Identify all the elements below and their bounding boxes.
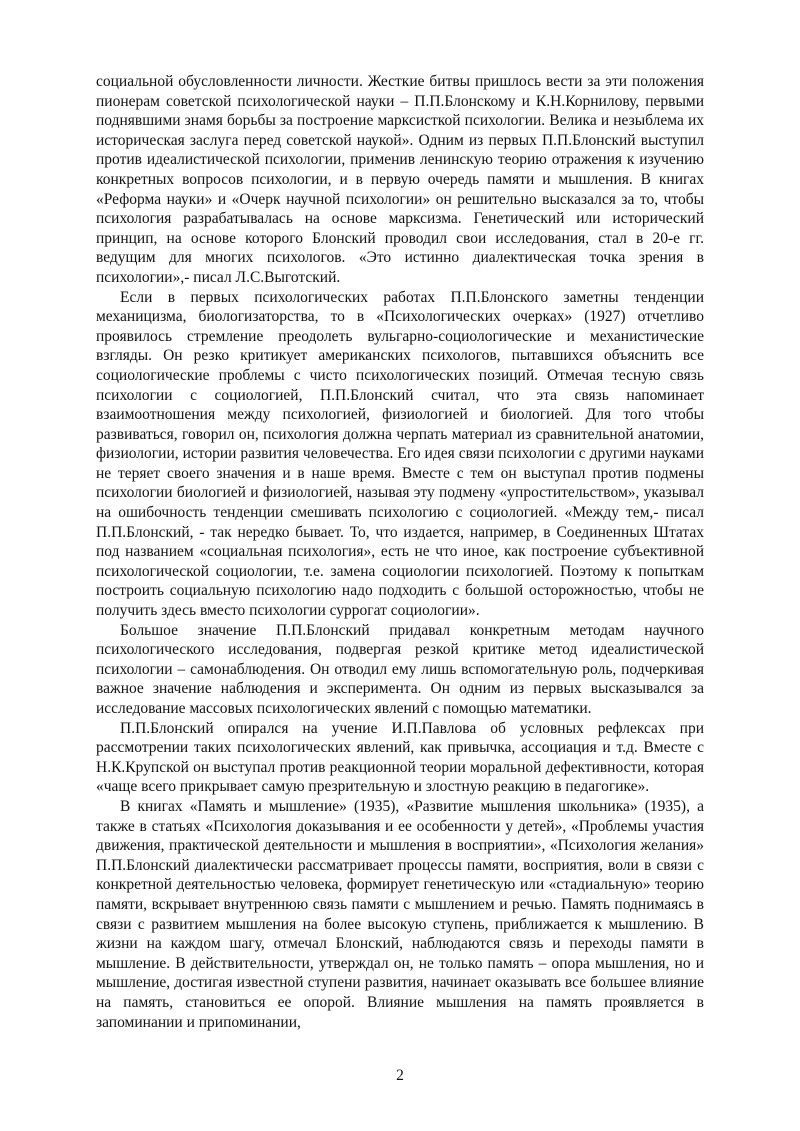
page-number: 2 [396,1067,404,1084]
paragraph-4: П.П.Блонский опирался на учение И.П.Павлова об условных рефлексах при рассмотрении таких психологических явлений, как привычка, ассоциация и т.д. Вместе с Н.К.Крупской он выступал против реакционной теории моральной дефективности, которая «чаще всего прикрывает самую презрительную и злостную реакцию в педагогике». [96,719,704,796]
paragraph-3: Большое значение П.П.Блонский придавал конкретным методам научного психологического исследования, подвергая резкой критике метод идеалистической психологии – самонаблюдения. Он отводил ему лишь вспомогательную роль, подчеркивая важное значение наблюдения и эксперимента. Он одним из первых высказывался за исследование массовых психологических явлений с помощью математики. [96,621,704,717]
paragraph-2: Если в первых психологических работах П.П.Блонского заметны тенденции механицизма, биологизаторства, то в «Психологических очерках» (1927) отчетливо проявилось стремление преодолеть вульгарно-социологические и механистические взгляды. Он резко критикует американских психологов, пытавшихся объяснить все социологические проблемы с чисто психологических позиций. Отмечая тесную связь психологии с социологией, П.П.Блонский считал, что эта связь напоминает взаимоотношения между психологией, физиологией и биологией. Для того чтобы развиваться, говорил он, психология должна черпать материал из сравнительной анатомии, физиологии, истории развития человечества. Его идея связи психологии с другими науками не теряет своего значения и в наше время. Вместе с тем он выступал против подмены психологии биологией и физиологией, называя эту подмену «упростительством», указывал на ошибочность тенденции смешивать психологию с социологией. «Между тем,- писал П.П.Блонский, - так нередко бывает. То, что издается, например, в Соединенных Штатах под названием «социальная психология», есть не что иное, как построение субъективной психологической социологии, т.е. замена социологии психологией. Поэтому к попыткам построить социальную психологию надо подходить с большой осторожностью, чтобы не получить здесь вместо психологии суррогат социологии». [96,288,704,620]
paragraph-5: В книгах «Память и мышление» (1935), «Развитие мышления школьника» (1935), а также в статьях «Психология доказывания и ее особенности у детей», «Проблемы участия движения, практической деятельности и мышления в восприятии», «Психология желания» П.П.Блонский диалектически рассматривает процессы памяти, восприятия, воли в связи с конкретной деятельностью человека, формирует генетическую или «стадиальную» теорию памяти, вскрывает внутреннюю связь памяти с мышлением и речью. Память поднимаясь в связи с развитием мышления на более высокую ступень, приближается к мышлению. В жизни на каждом шагу, отмечал Блонский, наблюдаются связь и переходы памяти в мышление. В действительности, утверждал он, не только память – опора мышления, но и мышление, достигая известной ступени развития, начинает оказывать все большее влияние на память, становиться ее опорой. Влияние мышления на память проявляется в запоминании и припоминании, [96,797,704,1031]
paragraph-1: социальной обусловленности личности. Жесткие битвы пришлось вести за эти положения пионерам советской психологической науки – П.П.Блонскому и К.Н.Корнилову, первыми поднявшими знамя борьбы за построение марксисткой психологии. Велика и незыблема их историческая заслуга перед советской наукой». Одним из первых П.П.Блонский выступил против идеалистической психологии, применив ленинскую теорию отражения к изучению конкретных вопросов психологии, и в первую очередь памяти и мышления. В книгах «Реформа науки» и «Очерк научной психологии» он решительно высказался за то, чтобы психология разрабатывалась на основе марксизма. Генетический или исторический принцип, на основе которого Блонский проводил свои исследования, стал в 20-е гг. ведущим для многих психологов. «Это истинно диалектическая точка зрения в психологии»,- писал Л.С.Выготский. [96,73,704,286]
document-page [96,72,704,1032]
